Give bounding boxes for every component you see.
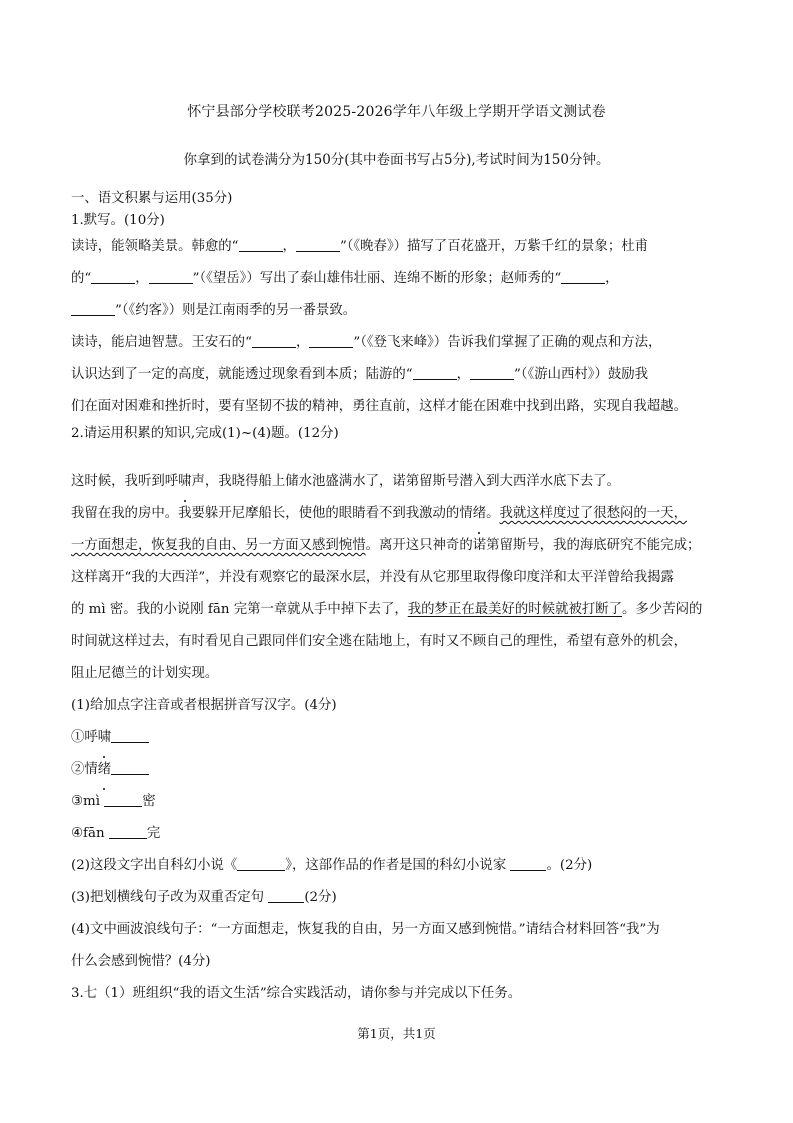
wavy-underlined-sentence: 一方面想走，恢复我的自由、另一方面又感到惋惜	[71, 537, 366, 553]
item-4: ④fān 完	[71, 825, 161, 841]
passage-line: 这样离开“我的大西洋”，并没有观察它的最深水层，并没有从它那里取得像印度洋和太平洋曾给我揭露	[71, 569, 674, 585]
q1-line6: 们在面对困难和挫折时，要有坚韧不拔的精神，勇往直前，这样才能在困难中找到出路，实现自我超越。	[71, 399, 687, 415]
subquestion-3: (3)把划横线句子改为双重否定句 (2分)	[71, 889, 337, 905]
answer-blank[interactable]	[104, 792, 142, 807]
dotted-char: 啸	[98, 722, 111, 754]
q2-passage	[71, 466, 723, 690]
underlined-sentence: 我的梦正在最美好的时候就被打断了	[407, 601, 623, 617]
exam-title: 怀宁县部分学校联考2025-2026学年八年级上学期开学语文测试卷	[187, 104, 606, 120]
wavy-underlined-sentence: 我就这样度过了很愁闷的一天，	[499, 505, 687, 521]
q1-line1: 读诗，能领略美景。韩愈的“ ， ”（《晚春》）描写了百花盛开，万紫千红的景象；杜甫	[71, 239, 649, 255]
answer-blank[interactable]	[510, 856, 546, 871]
q1-line5: 认识达到了一定的高度，就能透过现象看到本质；陆游的“ ， ”（《游山西村》）鼓励我	[71, 367, 649, 383]
answer-blank[interactable]	[413, 365, 457, 380]
answer-blank[interactable]	[296, 237, 340, 252]
answer-blank[interactable]	[111, 728, 149, 743]
answer-blank[interactable]	[109, 824, 147, 839]
answer-blank[interactable]	[237, 856, 285, 871]
passage-line: 的 mì 密。我的小说刚 fān 完第一章就从手中掉下去了，我的梦正在最美好的时候就被打断了。多少苦闷的	[71, 601, 703, 617]
q1-body	[71, 231, 723, 423]
dotted-char: 绪	[473, 498, 486, 530]
q1-line3: ”（《约客》）则是江南雨季的另一番景致。	[71, 295, 723, 327]
answer-blank[interactable]	[239, 237, 283, 252]
answer-blank[interactable]	[252, 333, 296, 348]
q1-line2: 的“ ， ”（《望岳》）写出了泰山雄伟壮丽、连绵不断的形象；赵师秀的“ ，	[71, 271, 619, 287]
exam-content	[71, 188, 723, 1010]
answer-blank[interactable]	[561, 269, 605, 284]
q1-line4: 读诗，能启迪智慧。王安石的“ ， ”（《登飞来峰》）告诉我们掌握了正确的观点和方法，	[71, 335, 662, 351]
answer-blank[interactable]	[71, 301, 115, 316]
question-3: 3.七（1）班组织“我的语文生活”综合实践活动，请你参与并完成以下任务。	[71, 985, 522, 1001]
passage-line: 这时候，我听到呼啸声，我晓得船上储水池盛满水了，诺第留斯号潜入到大西洋水底下去了。	[71, 466, 723, 498]
subquestion-1: (1)给加点字注音或者根据拼音写汉字。(4分)	[71, 697, 337, 713]
answer-blank[interactable]	[91, 269, 135, 284]
answer-blank[interactable]	[470, 365, 514, 380]
passage-line: 阻止尼德兰的计划实现。	[71, 665, 219, 681]
q2-subquestions	[71, 690, 723, 1010]
exam-info: 你拿到的试卷满分为150分(其中卷面书写占5分),考试时间为150分钟。	[183, 152, 610, 168]
passage-line: 我留在我的房中。我要躲开尼摩船长，使他的眼睛看不到我激动的情绪。我就这样度过了很愁闷的一天，	[71, 498, 723, 530]
answer-blank[interactable]	[149, 269, 193, 284]
q1-heading: 1.默写。(10分)	[71, 212, 165, 228]
item-2: ②情绪	[71, 754, 723, 786]
passage-line: 一方面想走，恢复我的自由、另一方面又感到惋惜。离开这只神奇的诺第留斯号，我的海底研究不能完成；	[71, 537, 701, 553]
section-heading: 一、语文积累与运用(35分)	[71, 191, 233, 206]
subquestion-4-line2: 什么会感到惋惜？(4分)	[71, 953, 211, 969]
q2-heading: 2.请运用积累的知识,完成(1)~(4)题。(12分)	[71, 426, 339, 442]
dotted-char: 啸	[178, 466, 191, 498]
passage-line: 时间就这样过去，有时看见自己跟同伴们安全逃在陆地上，有时又不顾自己的理性，希望有意外的机会，	[71, 633, 687, 649]
dotted-char: 绪	[98, 754, 111, 786]
page-footer: 第1页，共1页	[357, 1026, 436, 1041]
item-3: ③mì 密	[71, 793, 156, 809]
subquestion-4-line1: (4)文中画波浪线句子：“一方面想走，恢复我的自由，另一方面又感到惋惜。”请结合材料回答“我”为	[71, 921, 660, 937]
answer-blank[interactable]	[111, 760, 149, 775]
item-1: ①呼啸	[71, 722, 723, 754]
answer-blank[interactable]	[268, 888, 304, 903]
answer-blank[interactable]	[309, 333, 353, 348]
subquestion-2: (2)这段文字出自科幻小说《 》，这部作品的作者是国的科幻小说家 。(2分)	[71, 857, 593, 873]
